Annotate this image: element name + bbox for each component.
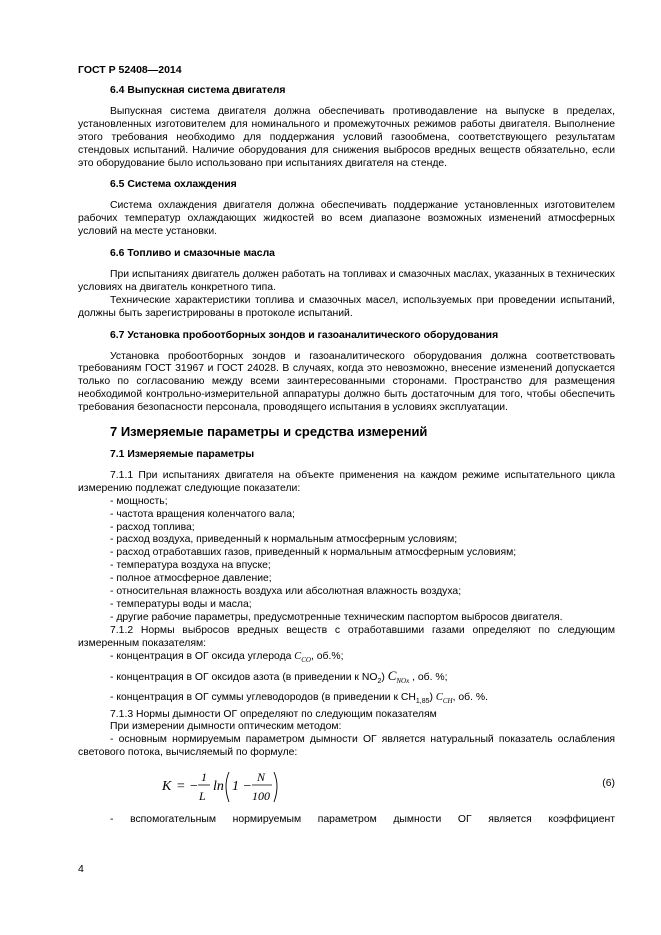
list-item: - расход воздуха, приведенный к нормальным атмосферным условиям; (110, 534, 458, 546)
list-item: - температуры воды и масла; (110, 599, 252, 610)
smoke-formula-k (160, 764, 290, 808)
section-6-5-title: 6.5 Система охлаждения (110, 179, 237, 191)
formula-number: (6) (602, 778, 615, 790)
list-item: - полное атмосферное давление; (110, 573, 272, 585)
ch-concentration-item: - концентрация в ОГ суммы углеводородов (в приведении к $CH_{1,85}$) $C_{CH}$, об. %. (110, 691, 488, 705)
svg-text:N: N (257, 770, 266, 785)
svg-text:L: L (199, 789, 206, 804)
section-6-6-title: 6.6 Топливо и смазочные масла (110, 248, 275, 260)
svg-text:1 −: 1 − (232, 779, 252, 795)
section-6-7-text: Установка пробоотборных зондов и газоаналитического оборудования должна соответствовать требованиям ГОСТ 31967 и ГОСТ 24028. В случаях, когда это невозможно, внесение изменений допускается только по согласованию между всеми заинтересованными сторонами. Пространство для размещения необходимой контрольно-измерительной аппаратуры должно быть достаточным для того, чтобы обеспечить требования безопасности персонала, проводящего испытания в условиях эксплуатации. (78, 350, 615, 414)
section-6-4-title: 6.4 Выпускная система двигателя (110, 85, 286, 96)
list-item: - другие рабочие параметры, предусмотренные техническим паспортом выбросов двигателя. (110, 611, 563, 623)
formula-6 (78, 764, 615, 808)
svg-text:= −: = − (176, 779, 199, 795)
list-item: - расход отработавших газов, приведенный к нормальным атмосферным условиям; (110, 547, 517, 559)
document-body (78, 85, 615, 827)
list-item: - мощность; (110, 495, 168, 507)
section-6-6-text-1: При испытаниях двигатель должен работать на топливах и смазочных маслах, указанных в технических условиях на двигатель конкретного типа. (78, 268, 615, 293)
svg-text:1: 1 (201, 770, 207, 785)
section-7-1-2-text: 7.1.2 Нормы выбросов вредных веществ с отработавшими газами определяют по следующим измеренным показателям: (78, 624, 615, 649)
section-7-1-title: 7.1 Измеряемые параметры (110, 449, 255, 461)
list-item: - относительная влажность воздуха или абсолютная влажность воздуха; (110, 586, 462, 598)
list-item: - расход топлива; (110, 521, 195, 533)
section-6-5-text: Система охлаждения двигателя должна обеспечивать поддержание установленных изготовителем рабочих температур охлаждающих жидкостей во всем диапазоне возможных изменений атмосферных условий на месте установки. (78, 200, 615, 238)
smoke-measurement-text: При измерении дымности оптическим методом: (110, 721, 342, 733)
section-7-1-3-text: 7.1.3 Нормы дымности ОГ определяют по следующим показателям (110, 708, 437, 720)
smoke-auxiliary-parameter-text: - вспомогательным нормируемым параметром дымности ОГ является коэффициент (110, 814, 615, 826)
list-item: - частота вращения коленчатого вала; (110, 508, 295, 520)
section-7-1-1-text: 7.1.1 При испытаниях двигателя на объекте применения на каждом режиме испытательного цикла измерению подлежат следующие показатели: (78, 469, 615, 494)
section-6-7-title: 6.7 Установка пробоотборных зондов и газоаналитического оборудования (110, 329, 499, 341)
page-number: 4 (78, 863, 84, 875)
smoke-main-parameter-text: - основным нормируемым параметром дымности ОГ является натуральный показатель ослабления светового потока, вычисляемый по формуле: (78, 734, 615, 759)
svg-text:100: 100 (252, 789, 270, 804)
svg-text:K: K (162, 779, 172, 795)
co-concentration-item: - концентрация в ОГ оксида углерода $C_{CO}$, об.%; (110, 650, 344, 664)
svg-text:ln: ln (213, 779, 224, 795)
document-header: ГОСТ Р 52408—2014 (78, 64, 182, 76)
section-7-title: 7 Измеряемые параметры и средства измерений (110, 424, 428, 440)
section-6-4-text: Выпускная система двигателя должна обеспечивать противодавление на выпуске в пределах, установленных изготовителем для номинального и промежуточных режимов работы двигателя. Выполнение этого требования необходимо для поддержания условий газообмена, соответствующего результатам стендовых испытаний. Наличие оборудования для снижения выбросов вредных веществ обязательно, если это оборудование было использовано при испытаниях двигателя на стенде. (78, 105, 615, 169)
list-item: - температура воздуха на впуске; (110, 560, 271, 572)
section-6-6-text-2: Технические характеристики топлива и смазочных масел, используемых при проведении испытаний, должны быть зарегистрированы в протоколе испытаний. (78, 294, 615, 319)
nox-concentration-item: - концентрация в ОГ оксидов азота (в приведении к $NO_2$) $C_{NOx}$ , об. %; (110, 667, 448, 685)
